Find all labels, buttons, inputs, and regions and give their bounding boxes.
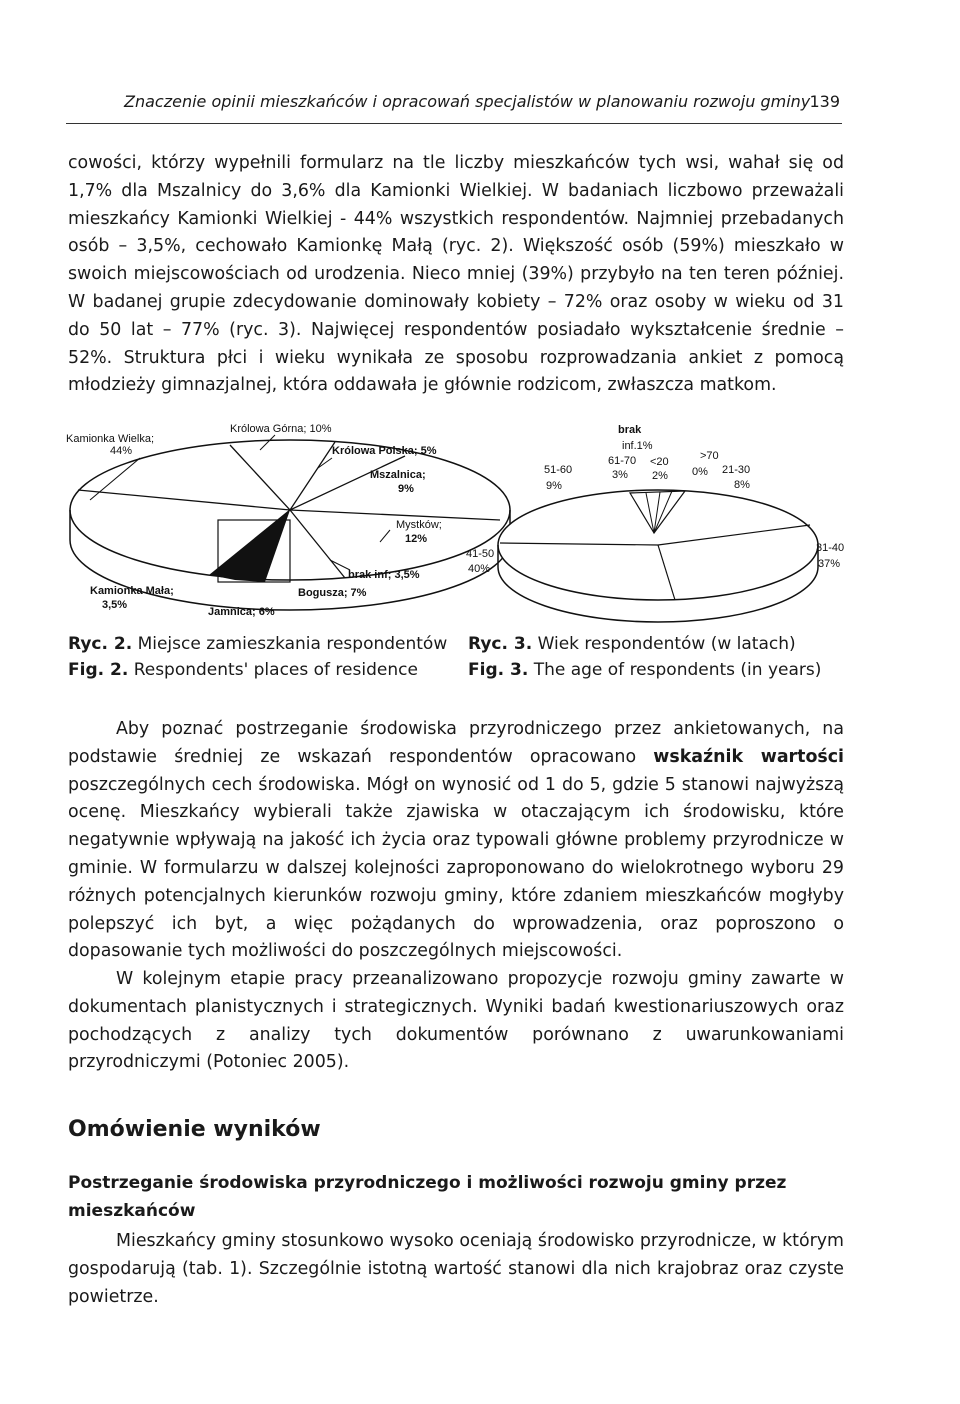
pie2-value-gt70: 0% [692,466,708,478]
figure2-caption-en-label: Fig. 2. [68,660,129,680]
figure2-caption-en [68,657,447,683]
pie1-label-kamionka-mala-b: 3,5% [102,599,128,611]
pie-chart-age [460,415,860,625]
subsection-heading: Postrzeganie środowiska przyrodniczego i możliwości rozwoju gminy przez mieszkańców [68,1173,787,1221]
pie1-label-krolowa-polska: Królowa Polska; 5% [332,445,437,457]
figure2-caption [68,631,447,683]
figure-age-pie [460,415,860,625]
page-number: 139 [809,92,840,111]
figure2-caption-pl-label: Ryc. 2. [68,634,133,654]
pie1-label-kamionka-wielka-a: Kamionka Wielka; [66,433,155,445]
pie1-label-mszalnica-a: Mszalnica; [370,469,426,481]
running-title: Znaczenie opinii mieszkańców i opracowań specjalistów w planowaniu rozwoju gminy [124,92,811,111]
pie2-label-21-30: 21-30 [722,464,751,476]
figure3-caption-en-text: The age of respondents (in years) [533,660,822,680]
figure3-caption-pl [468,631,821,657]
pie-chart-residence [60,410,520,635]
figure3-caption-pl-text: Wiek respondentów (w latach) [537,634,796,654]
running-header [124,92,840,111]
pie2-value-21-30: 8% [734,479,750,491]
pie2-label-gt70: >70 [700,450,719,462]
pie2-value-41-50: 40% [468,563,491,575]
pie2-value-31-40: 37% [818,558,841,570]
pie2-label-61-70: 61-70 [608,455,637,467]
body-paragraph-2 [68,716,844,966]
section-heading: Omówienie wyników [68,1117,321,1142]
body-paragraph-2-start: Aby poznać postrzeganie środowiska przyrodniczego przez ankietowanych, na podstawie średniej ze wskazań respondentów opracowano [68,719,844,767]
pie2-label-31-40: 31-40 [816,542,845,554]
figure3-caption-en [468,657,821,683]
pie2-label-brak: brak [618,424,642,436]
body-paragraph-3: W kolejnym etapie pracy przeanalizowano propozycje rozwoju gminy zawarte w dokumentach planistycznych i strategicznych. Wyniki badań kwestionariuszowych oraz pochodzących z analizy tych dokumentów porównano z uwarunkowaniami przyrodniczymi (Potoniec 2005). [68,969,844,1073]
pie1-label-kamionka-mala-a: Kamionka Mała; [90,585,174,597]
figure2-caption-en-text: Respondents' places of residence [133,660,418,680]
body-paragraph-4: Mieszkańcy gminy stosunkowo wysoko oceniają środowisko przyrodnicze, w którym gospodarują (tab. 1). Szczególnie istotną wartość stanowi dla nich krajobraz oraz czyste powietrze. [68,1231,844,1307]
pie2-label-51-60: 51-60 [544,464,573,476]
figure3-caption-pl-label: Ryc. 3. [468,634,533,654]
figure3-caption [468,631,821,683]
pie1-label-kamionka-wielka-b: 44% [110,445,133,457]
pie2-label-41-50: 41-50 [466,548,495,560]
body-paragraph-1: cowości, którzy wypełnili formularz na tle liczby mieszkańców tych wsi, wahał się od 1,7% dla Mszalnicy do 3,6% dla Kamionki Wielkiej. W badaniach liczbowo przeważali mieszkańcy Kamionki Wielkiej - 44% wszystkich respondentów. Najmniej przebadanych osób – 3,5%, cechowało Kamionkę Małą (ryc. 2). Większość osób (59%) mieszkało w swoich miejscowościach od urodzenia. Nieco mniej (39%) przybyło na ten teren później. W badanej grupie zdecydowanie dominowały kobiety – 72% oraz osoby w wieku od 31 do 50 lat – 77% (ryc. 3). Najwięcej respondentów posiadało wykształcenie średnie – 52%. Struktura płci i wieku wynikała ze sposobu rozprowadzania ankiet z pomocą młodzieży gimnazjalnej, która oddawała je głównie rodzicom, zwłaszcza matkom. [68,153,844,396]
figure2-caption-pl-text: Miejsce zamieszkania respondentów [137,634,448,654]
index-term: wskaźnik wartości [653,746,845,767]
pie1-label-mystkow-a: Mystków; [396,519,442,531]
pie2-label-lt20: <20 [650,456,669,468]
body-paragraph-2-end: poszczególnych cech środowiska. Mógł on wynosić od 1 do 5, gdzie 5 stanowi najwyższą ocenę. Mieszkańcy wybierali także zjawiska w otaczającym ich środowisku, które negatywnie wpływają na jakość ich życia oraz typowali główne problemy przyrodnicze w gminie. W formularzu w dalszej kolejności zaproponowano do wielokrotnego wyboru 29 różnych potencjalnych kierunków rozwoju gminy, które zdaniem mieszkańców mogłyby polepszyć ich byt, a więc pożądanych do wprowadzenia, oraz poproszono o dopasowanie tych możliwości do poszczególnych miejscowości. [68,774,844,962]
pie2-value-lt20: 2% [652,470,668,482]
pie1-label-brak-inf: brak inf; 3,5% [348,569,420,581]
pie1-label-krolowa-gorna: Królowa Górna; 10% [230,423,332,435]
pie1-label-bogusza: Bogusza; 7% [298,587,367,599]
pie1-label-jamnica: Jamnica; 6% [208,606,275,618]
pie2-label-brak-inf: inf.1% [622,440,653,452]
header-rule [66,123,842,124]
pie2-value-51-60: 9% [546,480,562,492]
figure-residence-pie [60,410,520,635]
figure3-caption-en-label: Fig. 3. [468,660,529,680]
pie1-label-mszalnica-b: 9% [398,483,414,495]
pie1-label-mystkow-b: 12% [405,533,428,545]
pie2-value-61-70: 3% [612,469,628,481]
figure2-caption-pl [68,631,447,657]
